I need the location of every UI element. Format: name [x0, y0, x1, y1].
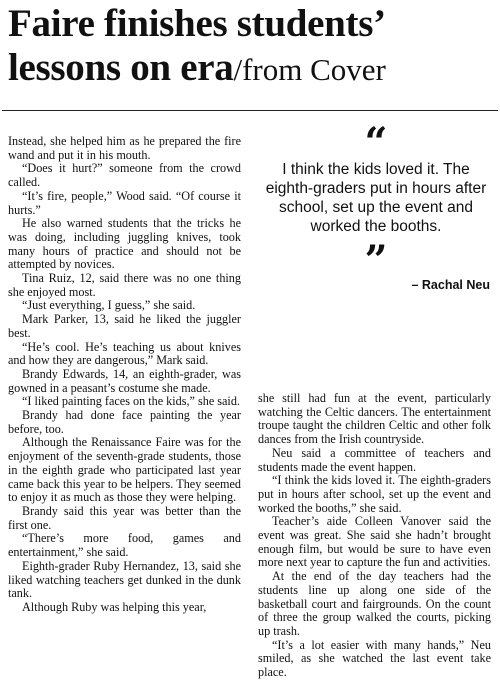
paragraph: Neu said a committee of teachers and students made the event happen.	[258, 445, 491, 474]
paragraph: Brandy Edwards, 14, an eighth-grader, was gowned in a peasant’s costume she made.	[8, 366, 241, 395]
headline	[8, 2, 498, 92]
paragraph: she still had fun at the event, particularly watching the Celtic dancers. The entertainment troupe taught the children Celtic and other folk dances from the Irish countryside.	[258, 391, 491, 447]
headline-jump-from: /from Cover	[233, 52, 386, 87]
paragraph: “It’s fire, people,” Wood said. “Of course it hurts.”	[8, 188, 241, 217]
pull-quote	[258, 118, 494, 292]
paragraph: “Does it hurt?” someone from the crowd called.	[8, 161, 241, 190]
paragraph: “I think the kids loved it. The eighth-graders put in hours after school, set up the event and worked the booths,” she said.	[258, 473, 491, 515]
paragraph: Although the Renaissance Faire was for the enjoyment of the seventh-grade students, those in the eighth grade who participated last year came back this year to be helpers. They seemed to enjoy it as much as those they were helping.	[8, 435, 241, 505]
paragraph: “He’s cool. He’s teaching us about knives and how they are dangerous,” Mark said.	[8, 339, 241, 368]
headline-rule	[2, 110, 498, 111]
paragraph: He also warned students that the tricks he was doing, including juggling knives, took many hours of practice and should not be attempted by novices.	[8, 216, 241, 272]
paragraph: Tina Ruiz, 12, said there was no one thing she enjoyed most.	[8, 271, 241, 299]
pull-quote-attribution: – Rachal Neu	[411, 278, 490, 292]
paragraph: Instead, she helped him as he prepared the fire wand and put it in his mouth.	[8, 134, 241, 162]
paragraph: Brandy had done face painting the year before, too.	[8, 408, 241, 436]
headline-line-1: Faire finishes students’	[8, 2, 386, 45]
paragraph: “There’s more food, games and entertainment,” she said.	[8, 531, 241, 560]
pull-quote-text: I think the kids loved it. The eighth-graders put in hours after school, set up the event and worked the booths.	[265, 161, 487, 235]
paragraph: Mark Parker, 13, said he liked the juggler best.	[8, 312, 241, 340]
paragraph: “It’s a lot easier with many hands,” Neu smiled, as she watched the last event take place.	[258, 637, 491, 680]
paragraph: At the end of the day teachers had the students line up along one side of the basketball court and fairgrounds. On the count of three the group walked the courts, picking up trash.	[258, 569, 491, 638]
paragraph: Although Ruby was helping this year,	[22, 599, 207, 614]
paragraph: “Just everything, I guess,” she said.	[22, 298, 196, 313]
paragraph: Teacher’s aide Colleen Vanover said the event was great. She said she hadn’t brought enough film, but would be sure to have even more next year to capture the fun and activities.	[258, 514, 491, 570]
paragraph: Brandy said this year was better than the first one.	[8, 503, 241, 532]
headline-line-2: lessons on era	[8, 46, 234, 89]
paragraph: Eighth-grader Ruby Hernandez, 13, said she liked watching teachers get dunked in the dunk tank.	[8, 558, 241, 601]
paragraph: “I liked painting faces on the kids,” she said.	[22, 394, 240, 409]
article-column-right	[258, 392, 491, 680]
close-quote-icon: ”	[364, 237, 388, 284]
open-quote-icon: “	[364, 119, 388, 166]
article-column-left	[8, 135, 241, 615]
